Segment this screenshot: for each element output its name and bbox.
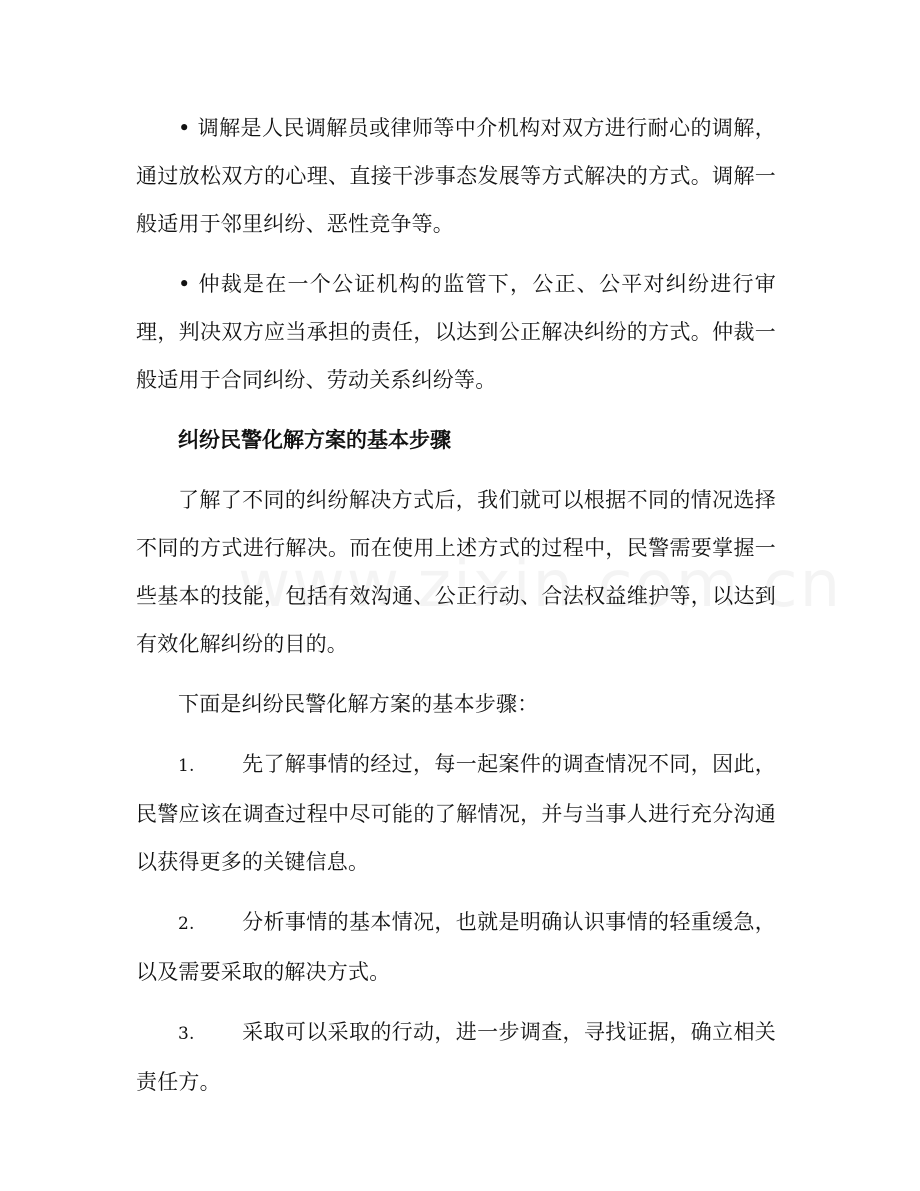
list-item-text: 分析事情的基本情况，也就是明确认识事情的轻重缓急，以及需要采取的解决方式。 — [136, 910, 776, 984]
list-item-number: 3. — [178, 1024, 195, 1044]
list-item — [136, 740, 776, 886]
paragraph-steps-lead: 下面是纠纷民警化解方案的基本步骤： — [178, 692, 539, 716]
document-body — [136, 104, 776, 1118]
list-item-text: 采取可以采取的行动，进一步调查，寻找证据，确立相关责任方。 — [136, 1020, 776, 1094]
paragraph-mediation: • 调解是人民调解员或律师等中介机构对双方进行耐心的调解，通过放松双方的心理、直接干涉事态发展等方式解决的方式。调解一般适用于邻里纠纷、恶性竞争等。 — [136, 116, 776, 236]
paragraph-intro: 了解了不同的纠纷解决方式后，我们就可以根据不同的情况选择不同的方式进行解决。而在使用上述方式的过程中，民警需要掌握一些基本的技能，包括有效沟通、公正行动、合法权益维护等，以达到有效化解纠纷的目的。 — [136, 488, 776, 656]
list-item-text: 先了解事情的经过，每一起案件的调查情况不同，因此，民警应该在调查过程中尽可能的了解情况，并与当事人进行充分沟通以获得更多的关键信息。 — [136, 752, 776, 874]
list-item-number: 1. — [178, 756, 195, 776]
list-item — [136, 898, 776, 996]
section-heading: 纠纷民警化解方案的基本步骤 — [178, 427, 451, 452]
list-item — [136, 1008, 776, 1106]
paragraph-arbitration: • 仲裁是在一个公证机构的监管下，公正、公平对纠纷进行审理，判决双方应当承担的责任，以达到公正解决纠纷的方式。仲裁一般适用于合同纠纷、劳动关系纠纷等。 — [136, 272, 776, 392]
list-item-number: 2. — [178, 914, 195, 934]
